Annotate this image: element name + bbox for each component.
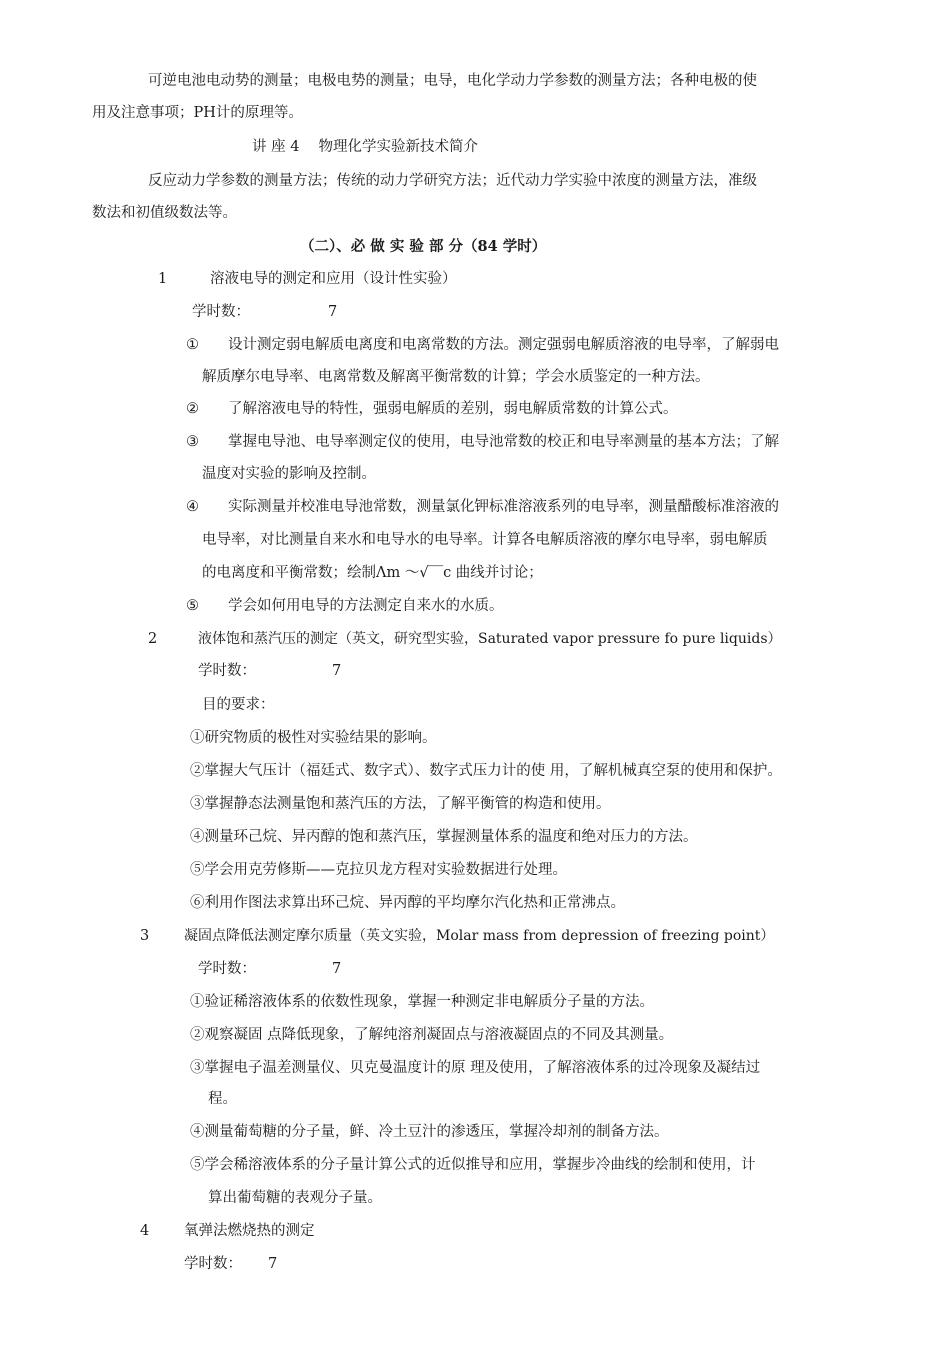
list-item: ①验证稀溶液体系的依数性现象，掌握一种测定非电解质分子量的方法。: [190, 994, 654, 1010]
list-item: ②观察凝固 点降低现象，了解纯溶剂凝固点与溶液凝固点的不同及其测量。: [190, 1027, 674, 1043]
objectives-label: 目的要求：: [202, 697, 275, 713]
hours-label: 学时数：: [198, 663, 256, 679]
list-marker: ③: [186, 434, 199, 450]
text-line: 程。: [208, 1091, 237, 1107]
list-item: ①研究物质的极性对实验结果的影响。: [190, 730, 437, 746]
experiment-title: 液体饱和蒸汽压的测定（英文，研究型实验，Saturated vapor pressure fo pure liquids）: [198, 631, 782, 647]
hours-value: 7: [328, 304, 338, 320]
experiment-title: 氧弹法燃烧热的测定: [184, 1223, 315, 1239]
list-marker: ①: [186, 337, 199, 353]
list-marker: ④: [186, 499, 199, 515]
text-line: 数法和初值级数法等。: [92, 205, 237, 221]
text-line: 解质摩尔电导率、电离常数及解离平衡常数的计算；学会水质鉴定的一种方法。: [202, 369, 710, 385]
hours-value: 7: [332, 663, 342, 679]
text-line: 的电离度和平衡常数；绘制Λm ～√‾‾c 曲线并讨论；: [202, 565, 543, 581]
text-line: 电导率，对比测量自来水和电导水的电导率。计算各电解质溶液的摩尔电导率，弱电解质: [202, 532, 768, 548]
text-line: 反应动力学参数的测量方法；传统的动力学研究方法；近代动力学实验中浓度的测量方法，准级: [148, 173, 757, 189]
list-item: ⑤学会用克劳修斯——克拉贝龙方程对实验数据进行处理。: [190, 862, 567, 878]
hours-value: 7: [332, 961, 342, 977]
list-item: ⑤学会稀溶液体系的分子量计算公式的近似推导和应用，掌握步冷曲线的绘制和使用，计: [190, 1157, 756, 1173]
hours-value: 7: [268, 1256, 278, 1272]
list-item: 实际测量并校准电导池常数，测量氯化钾标准溶液系列的电导率，测量醋酸标准溶液的: [228, 499, 779, 515]
hours-label: 学时数：: [192, 304, 250, 320]
list-item: ⑥利用作图法求算出环己烷、异丙醇的平均摩尔汽化热和正常沸点。: [190, 895, 625, 911]
list-item: 学会如何用电导的方法测定自来水的水质。: [228, 598, 504, 614]
list-item: ③掌握电子温差测量仪、贝克曼温度计的原 理及使用，了解溶液体系的过冷现象及凝结过: [190, 1060, 761, 1076]
text-line: 算出葡萄糖的表观分子量。: [208, 1190, 382, 1206]
list-item: 设计测定弱电解质电离度和电离常数的方法。测定强弱电解质溶液的电导率，了解弱电: [228, 337, 779, 353]
section-heading: （二）、必 做 实 验 部 分（84 学时）: [300, 238, 547, 255]
list-item: ③掌握静态法测量饱和蒸汽压的方法，了解平衡管的构造和使用。: [190, 796, 611, 812]
list-item: ④测量环己烷、异丙醇的饱和蒸汽压，掌握测量体系的温度和绝对压力的方法。: [190, 829, 698, 845]
list-marker: ⑤: [186, 598, 199, 614]
experiment-title: 溶液电导的测定和应用（设计性实验）: [210, 271, 457, 287]
list-item: 了解溶液电导的特性，强弱电解质的差别，弱电解质常数的计算公式。: [228, 401, 678, 417]
list-item: ②掌握大气压计（福廷式、数字式）、数字式压力计的使 用，了解机械真空泵的使用和保护。: [190, 763, 782, 779]
list-marker: ②: [186, 401, 199, 417]
item-number: 3: [140, 928, 150, 944]
experiment-title: 凝固点降低法测定摩尔质量（英文实验，Molar mass from depression of freezing point）: [184, 928, 775, 944]
text-line: 可逆电池电动势的测量；电极电势的测量；电导，电化学动力学参数的测量方法；各种电极的使: [148, 73, 757, 89]
item-number: 1: [158, 271, 168, 287]
text-line: 用及注意事项；PH计的原理等。: [92, 105, 303, 121]
hours-label: 学时数：: [184, 1256, 242, 1272]
item-number: 4: [140, 1223, 150, 1239]
hours-label: 学时数：: [198, 961, 256, 977]
list-item: 掌握电导池、电导率测定仪的使用，电导池常数的校正和电导率测量的基本方法；了解: [228, 434, 779, 450]
list-item: ④测量葡萄糖的分子量，鲜、冷土豆汁的渗透压，掌握冷却剂的制备方法。: [190, 1124, 669, 1140]
lecture-heading: 讲 座 4 物理化学实验新技术简介: [252, 139, 479, 155]
text-line: 温度对实验的影响及控制。: [202, 466, 376, 482]
item-number: 2: [148, 631, 158, 647]
